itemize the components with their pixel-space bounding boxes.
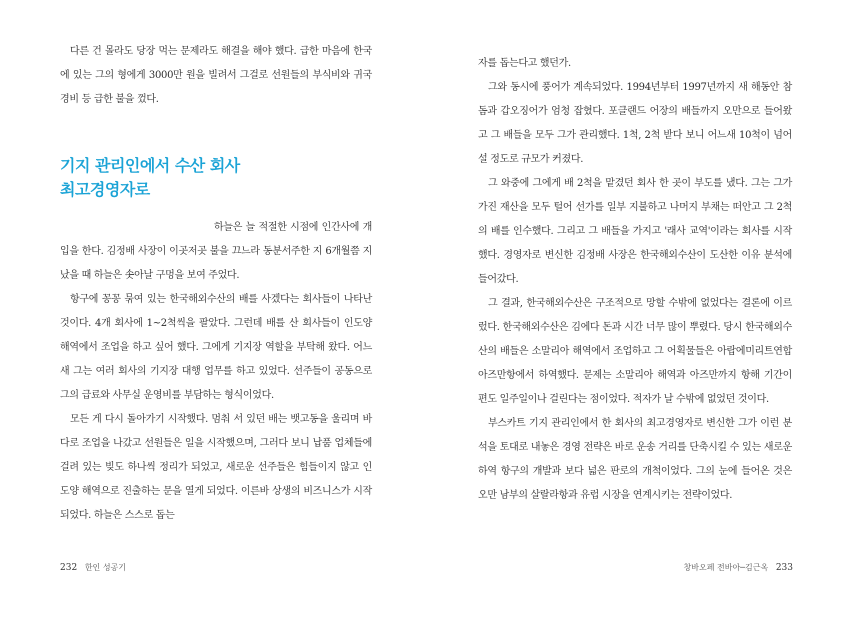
section-heading-line2: 최고경영자로 (60, 180, 150, 199)
left-top-paragraph: 다른 건 몰라도 당장 먹는 문제라도 해결을 해야 했다. 급한 마음에 한국에 있는 그의 형에게 3000만 원을 빌려서 그걸로 선원들의 부식비와 귀국 경비 등 급한 불을 껐다. (60, 46, 372, 105)
right-paragraph: 그와 동시에 풍어가 계속되었다. 1994년부터 1997년까지 새 해동안 참돔과 갑오징어가 엄청 잡혔다. 포클랜드 어장의 배들까지 오만으로 들어왔고 그 배들을 모두 그가 관리했다. 1척, 2척 받다 보니 어느새 10척이 넘어설 정도로 규모가 커졌다. (478, 82, 792, 165)
left-paragraph: 모든 게 다시 돌아가기 시작했다. 멈춰 서 있던 배는 뱃고동을 울리며 바다로 조업을 나갔고 선원들은 일을 시작했으며, 그러다 보니 납품 업체들에 걸려 있는 빚도 하나씩 정리가 되었고, 새로운 선주들은 힘들이지 않고 인도양 해역으로 진출하는 문을 열게 되었다. 이른바 상생의 비즈니스가 시작되었다. 하늘은 스스로 돕는 (60, 414, 372, 521)
right-paragraph: 그 결과, 한국해외수산은 구조적으로 망할 수밖에 없었다는 결론에 이르렀다. 한국해외수산은 김에다 돈과 시간 너무 많이 뿌렸다. 당시 한국해외수산의 배들은 소말리아 해역에서 조업하고 그 어획물들은 아랍에미리트연합 아즈만항에서 하역했다. 문제는 소말리아 해역과 아즈만까지 항해 기간이 편도 일주일이나 걸린다는 점이었다. 적자가 날 수밖에 없었던 것이다. (478, 298, 792, 405)
left-body-text (60, 216, 372, 528)
right-footer (684, 562, 793, 573)
right-page (425, 0, 850, 618)
right-page-number: 233 (775, 563, 793, 573)
right-running-title: 창바오페 전바아─김근옥 (683, 563, 769, 572)
section-heading (60, 154, 372, 202)
left-top-paragraph-block (60, 40, 372, 112)
section-heading-line1: 기지 관리인에서 수산 회사 (60, 156, 240, 175)
left-footer (60, 562, 126, 573)
right-body-text (478, 52, 792, 508)
right-paragraph: 자를 돕는다고 했던가. (478, 58, 571, 69)
right-paragraph: 부스카트 기지 관리인에서 한 회사의 최고경영자로 변신한 그가 이런 분석을 토대로 내놓은 경영 전략은 바로 운송 거리를 단축시킬 수 있는 새로운 하역 항구의 개발과 보다 넓은 판로의 개척이었다. 그의 눈에 들어온 것은 오만 남부의 살랄라항과 유럽 시장을 연계시키는 전략이었다. (478, 418, 792, 501)
left-paragraph: 항구에 꽁꽁 묶여 있는 한국해외수산의 배를 사겠다는 회사들이 나타난 것이다. 4개 회사에 1~2척씩을 팔았다. 그런데 배를 산 회사들이 인도양 해역에서 조업을 하고 싶어 했다. 그에게 기지장 역할을 부탁해 왔다. 어느새 그는 여러 회사의 기지장 대행 업무를 하고 있었다. 선주들이 공동으로 그의 급료와 사무실 운영비를 부담하는 형식이었다. (60, 294, 372, 401)
left-running-title: 한인 성공기 (84, 563, 127, 572)
left-paragraph: 하늘은 늘 적절한 시점에 인간사에 개입을 한다. 김정배 사장이 이곳저곳 불을 끄느라 동분서주한 지 6개월쯤 지났을 때 하늘은 솟아날 구멍을 보여 주었다. (60, 222, 372, 281)
left-page-number: 232 (60, 563, 78, 573)
right-paragraph: 그 와중에 그에게 배 2척을 맡겼던 회사 한 곳이 부도를 냈다. 그는 그가 가진 재산을 모두 털어 선가를 일부 지불하고 나머지 부채는 떠안고 그 2척의 배를 인수했다. 그리고 그 배들을 가지고 '래사 교역'이라는 회사를 시작했다. 경영자로 변신한 김정배 사장은 한국해외수산이 도산한 이유 분석에 들어갔다. (478, 178, 792, 285)
